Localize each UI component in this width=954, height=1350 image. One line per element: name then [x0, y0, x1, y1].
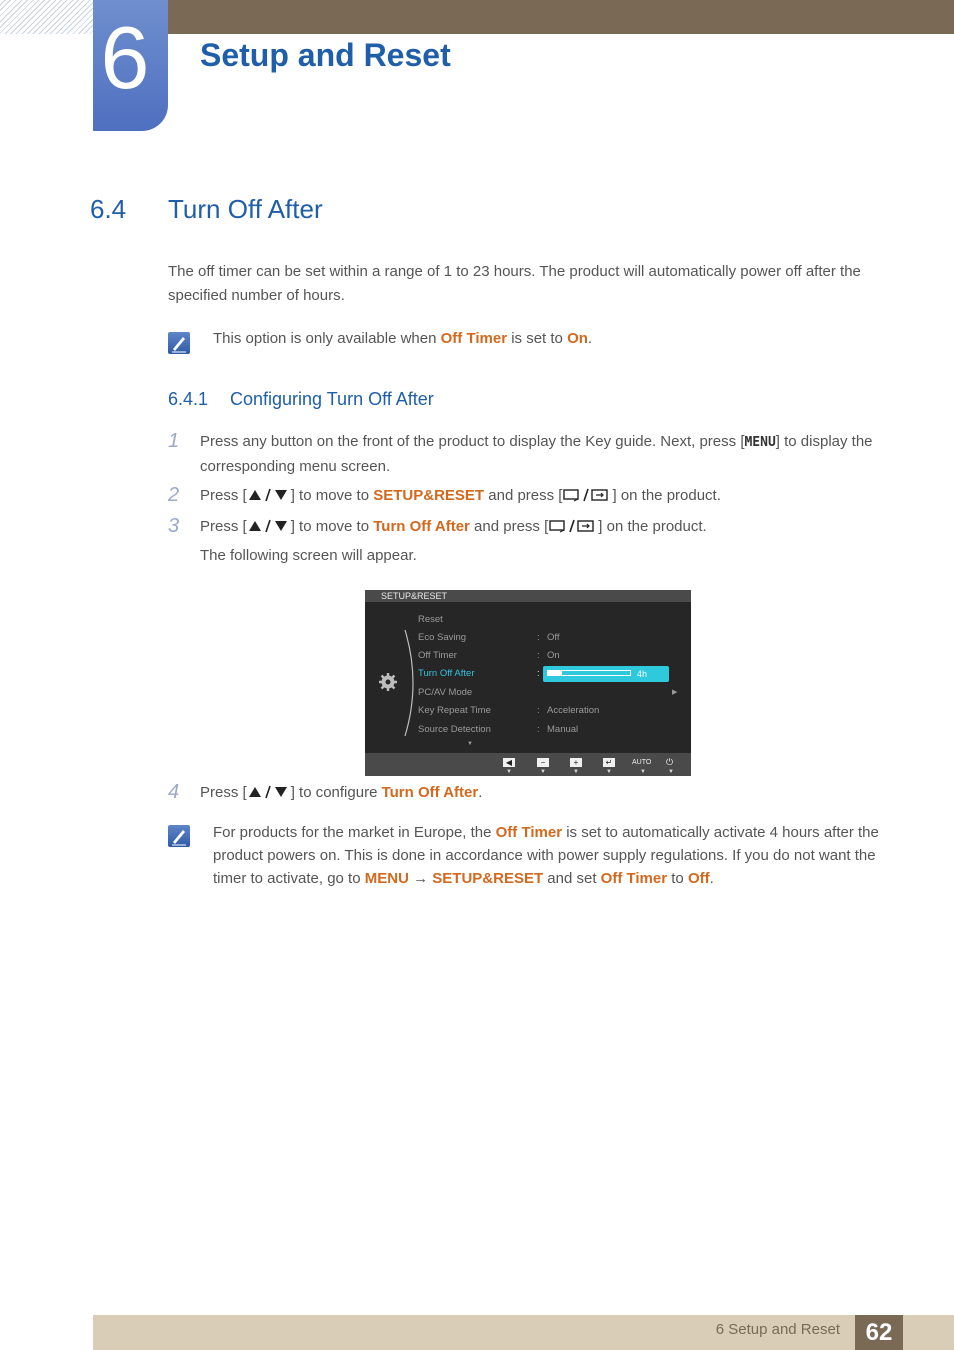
osd-slider-value: 4h	[637, 669, 648, 679]
osd-separator: :	[537, 632, 540, 643]
step-number-2: 2	[168, 484, 180, 506]
osd-value-eco-saving: Off	[547, 632, 560, 643]
enter-source-icon	[548, 517, 598, 541]
page-number: 62	[855, 1315, 903, 1350]
subsection-title: Configuring Turn Off After	[230, 389, 434, 409]
osd-item-eco-saving[interactable]: Eco Saving	[418, 632, 467, 643]
up-down-arrow-icon	[247, 517, 291, 541]
chapter-number: 6	[100, 8, 150, 107]
osd-left-key-icon[interactable]: ◀	[503, 758, 515, 767]
osd-power-key-icon[interactable]: ⏻	[666, 757, 674, 767]
chapter-title: Setup and Reset	[200, 37, 451, 73]
step-1-text: Press any button on the front of the product to display the Key guide. Next, press [MENU] to display the corresponding menu screen.	[200, 433, 873, 475]
osd-slider-fill	[548, 671, 562, 675]
step-2-text: Press [ ] to move to SETUP&RESET and press [ ] on the product.	[200, 484, 890, 510]
osd-item-off-timer[interactable]: Off Timer	[418, 650, 457, 661]
osd-separator: :	[537, 668, 540, 679]
step-4-text: Press [ ] to configure Turn Off After.	[200, 781, 890, 807]
note-option-availability: This option is only available when Off Timer is set to On.	[213, 330, 593, 347]
osd-slider-highlight[interactable]	[543, 666, 669, 682]
osd-value-off-timer: On	[547, 650, 560, 661]
up-down-arrow-icon	[247, 783, 291, 807]
osd-separator: :	[537, 705, 540, 716]
osd-slider-track[interactable]	[547, 670, 631, 676]
osd-auto-key[interactable]: AUTO	[632, 759, 652, 766]
osd-separator: :	[537, 724, 540, 735]
note-europe-regulation: For products for the market in Europe, the Off Timer is set to automatically activate 4 hours after the product powers on. This is done in accordance with power supply regulations. If you do not want the timer to activate, go to MENU → SETUP&RESET and set Off Timer to Off.	[213, 824, 879, 887]
step-3-text: Press [ ] to move to Turn Off After and press [ ] on the product.	[200, 515, 890, 541]
footer-chapter-label: 6 Setup and Reset	[715, 1321, 840, 1338]
osd-scroll-down-icon: ▼	[467, 741, 473, 747]
section-title: Turn Off After	[168, 194, 323, 224]
step-number-1: 1	[168, 430, 180, 452]
osd-item-key-repeat-time[interactable]: Key Repeat Time	[418, 705, 491, 716]
step-number-3: 3	[168, 515, 180, 537]
osd-key-indicator-icon: ▼	[506, 769, 512, 775]
header-hatch-pattern	[0, 0, 93, 34]
osd-key-indicator-icon: ▼	[540, 769, 546, 775]
note-icon	[168, 825, 190, 847]
osd-key-indicator-icon: ▼	[573, 769, 579, 775]
note-icon	[168, 332, 190, 354]
subsection-number: 6.4.1	[168, 389, 209, 409]
osd-item-reset[interactable]: Reset	[418, 614, 443, 625]
osd-key-guide-bar	[365, 753, 691, 776]
step-number-4: 4	[168, 781, 180, 803]
section-number: 6.4	[90, 194, 127, 224]
osd-item-pc-av-mode[interactable]: PC/AV Mode	[418, 687, 473, 698]
up-down-arrow-icon	[247, 486, 291, 510]
osd-separator: :	[537, 650, 540, 661]
osd-key-indicator-icon: ▼	[606, 769, 612, 775]
osd-submenu-arrow-icon: ▶	[672, 689, 678, 696]
osd-menu-screen	[365, 590, 691, 776]
osd-value-source-detection: Manual	[547, 724, 579, 735]
step-3-follow-text: The following screen will appear.	[200, 547, 417, 564]
osd-minus-key-icon[interactable]: −	[537, 758, 549, 767]
osd-header: SETUP&RESET	[365, 590, 691, 602]
osd-return-key-icon[interactable]: ↵	[603, 758, 615, 767]
osd-plus-key-icon[interactable]: +	[570, 758, 582, 767]
enter-source-icon	[562, 486, 612, 510]
osd-item-source-detection[interactable]: Source Detection	[418, 724, 491, 735]
intro-paragraph: The off timer can be set within a range of 1 to 23 hours. The product will automatically power off after the specified number of hours.	[168, 263, 861, 304]
gear-icon	[378, 672, 398, 692]
osd-key-indicator-icon: ▼	[668, 769, 674, 775]
header-bar	[168, 0, 954, 34]
osd-value-key-repeat-time: Acceleration	[547, 705, 600, 716]
menu-key: MENU	[744, 435, 776, 450]
osd-item-turn-off-after[interactable]: Turn Off After	[418, 668, 475, 679]
osd-key-indicator-icon: ▼	[640, 769, 646, 775]
